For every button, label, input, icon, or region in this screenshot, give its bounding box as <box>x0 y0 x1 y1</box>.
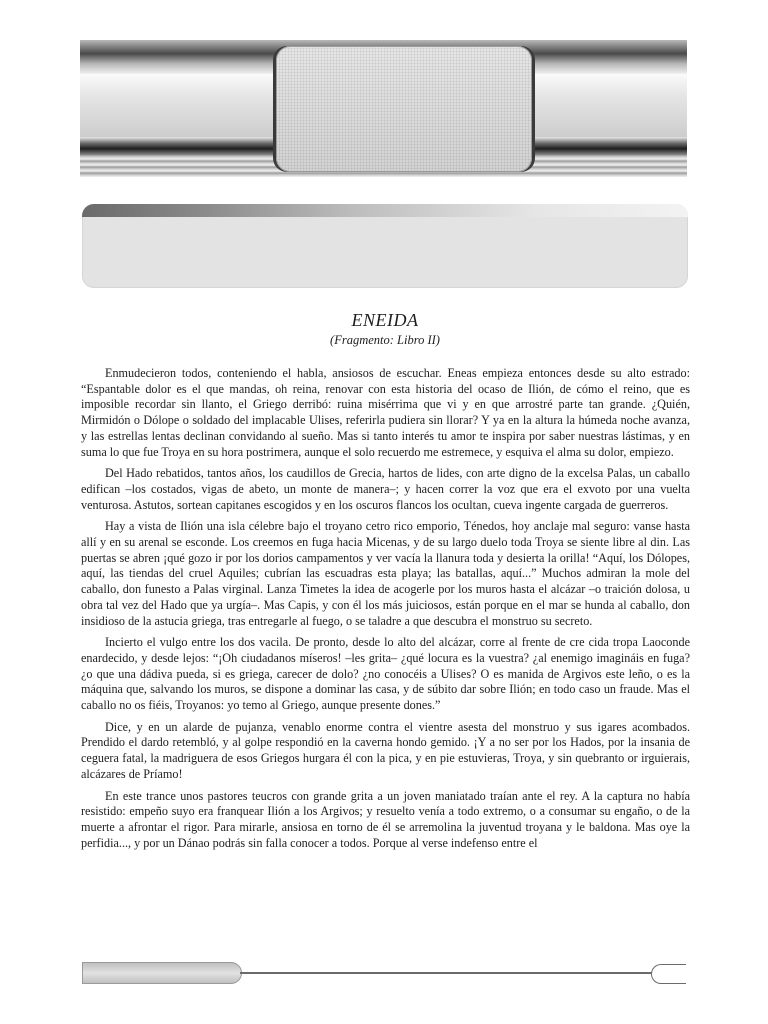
paragraph: Incierto el vulgo entre los dos vacila. De pronto, desde lo alto del alcázar, corre al frente de cre cida tropa Laoconde enardecido, y desde lejos: “¡Oh ciudadanos míseros! –les grita– ¿qué locura es la vuestra? ¿al enemigo imagináis en fuga? ¿o que una dádiva pueda, si es griega, carecer de dolo? ¿no conocéis a Ulises? O es manida de Argivos este leño, o es la máquina que, salvando los muros, se dispone a dominar las casa, y de súbito dar sobre Ilión; en todo caso un fraude. Mas el caballo no os fiéis, Troyanos: yo temo al Griego, aunque presente dones.” <box>81 635 690 713</box>
footer-tab <box>82 962 242 984</box>
footer-end-cap <box>651 964 686 984</box>
body-text <box>81 366 690 857</box>
paragraph: Del Hado rebatidos, tantos años, los caudillos de Grecia, hartos de lides, con arte digno de la excelsa Palas, un caballo edifican –los costados, vigas de abeto, un monte de manera–; y hacen correr la voz que era el exvoto por una vuelta venturosa. Astutos, sortean capitanes escogidos y en los oscuros flancos los ocultan, cueva ingente cargada de guerreros. <box>81 466 690 512</box>
section-header-stripe <box>82 204 688 217</box>
paragraph: Enmudecieron todos, conteniendo el habla, ansiosos de escuchar. Eneas empieza entonces desde su alto estrado: “Espantable dolor es el que mandas, oh reina, renovar con esta historia del ocaso de Ilión, de cómo el reino, que es imposible recordar sin llanto, el Griego derribó: ruina misérrima que vi y en que arrostré parte tan grande. ¿Quién, Mirmidón o Dólope o soldado del implacable Ulises, referirla pudiera sin llorar? Y ya en la altura la húmeda noche avanza, y las estrellas lentas declinan convidando al sueño. Mas si tanto interés tu amor te inspira por saber nuestras lástimas, y en suma lo que fue Troya en su hora postrimera, aunque el solo recuerdo me estremece, y esquiva el alma su dolor, empiezo. <box>81 366 690 459</box>
paragraph: Dice, y en un alarde de pujanza, venablo enorme contra el vientre asesta del monstruo y sus igares acombados. Prendido el dardo retembló, y al golpe respondió en la caverna hondo gemido. ¡Y a no ser por los Hados, por la insania de ceguera fatal, la madriguera de esos Griegos hurgara él con la pica, y en pie estuvieras, Troya, y sin quebranto or irguierais, alcázares de Príamo! <box>81 719 690 781</box>
banner-center-panel <box>276 46 532 172</box>
footer-rule <box>240 972 652 974</box>
header-banner <box>80 40 687 177</box>
paragraph: Hay a vista de Ilión una isla célebre bajo el troyano cetro rico emporio, Ténedos, hoy anclaje mal seguro: vanse hasta allí y en su arenal se esconde. Los creemos en fuga hacia Micenas, y de su largo duelo toda Troya se siente libre al din. Las puertas se abren ¡qué gozo ir por los dorios campamentos y ver vacía la llanura toda y desierta la orilla! “Aquí, los Dólopes, aquí, las tiendas del cruel Aquiles; cubrían las escuadras esta playa; las batallas, aquí...” Muchos admiran la mole del caballo, don funesto a Palas virginal. Lanza Timetes la idea de acogerle por los muros hasta el alcázar –o traición dolosa, u obra tal vez del Hado que ya urgía–. Mas Capis, y con él los más juiciosos, están porque en el mar se hunda al caballo, don insidioso de la astucia griega, tras entregarle al fuego, o se taladre a que descubra el monstruo su secreto. <box>81 519 690 628</box>
document-subtitle: (Fragmento: Libro II) <box>330 333 440 347</box>
section-header-box <box>82 204 688 288</box>
paragraph: En este trance unos pastores teucros con grande grita a un joven maniatado traían ante el rey. A la captura no había resistido: empeño suyo era franquear Ilión a los Argivos; y resuelto venía a todo extremo, o a consumar su engaño, o de la muerte a afrontar el rigor. Para mirarle, ansiosa en torno de él se arremolina la juventud troyana y le baldona. Mas oye la perfidia..., y por un Dánao podrás sin falla conocer a todos. Porque al verse indefenso entre el <box>81 788 690 850</box>
document-title: ENEIDA <box>351 310 419 330</box>
